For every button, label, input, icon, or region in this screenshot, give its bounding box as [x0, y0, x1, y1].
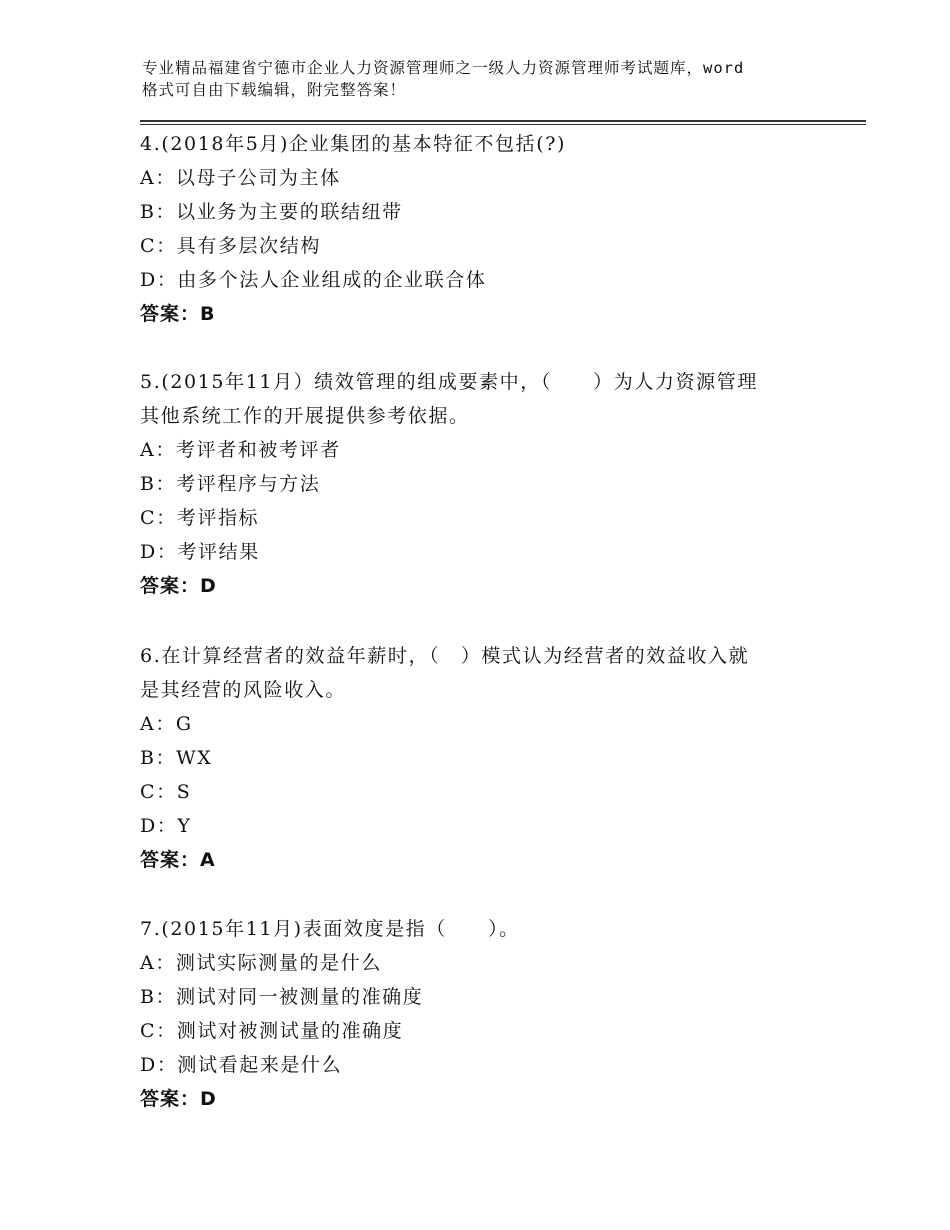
question-7 [140, 912, 840, 1116]
answer-label: 答案：A [140, 849, 216, 871]
option-d: D：Y [140, 815, 192, 837]
header-rule-thick [140, 120, 866, 122]
answer-label: 答案：D [140, 575, 217, 597]
question-stem-line-2: 其他系统工作的开展提供参考依据。 [140, 405, 470, 427]
question-6 [140, 639, 840, 877]
question-4 [140, 127, 840, 331]
answer-label: 答案：D [140, 1088, 217, 1110]
option-b: B：考评程序与方法 [140, 473, 321, 495]
question-stem-line-2: 是其经营的风险收入。 [140, 679, 347, 701]
option-c: C：具有多层次结构 [140, 235, 321, 257]
option-c: C：测试对被测试量的准确度 [140, 1020, 404, 1042]
question-5 [140, 365, 840, 603]
question-stem: 7.(2015年11月)表面效度是指（ ）。 [140, 918, 520, 940]
question-stem-line-1: 6.在计算经营者的效益年薪时，（ ）模式认为经营者的效益收入就 [140, 645, 750, 667]
option-c: C：考评指标 [140, 507, 260, 529]
answer-label: 答案：B [140, 303, 216, 325]
option-c: C：S [140, 781, 192, 803]
option-b: B：WX [140, 747, 213, 769]
option-b: B：以业务为主要的联结纽带 [140, 201, 403, 223]
question-stem-line-1: 5.(2015年11月）绩效管理的组成要素中，（ ）为人力资源管理 [140, 371, 758, 393]
option-b: B：测试对同一被测量的准确度 [140, 986, 424, 1008]
option-a: A：考评者和被考评者 [140, 439, 341, 461]
option-d: D：测试看起来是什么 [140, 1054, 343, 1076]
header-line-1: 专业精品福建省宁德市企业人力资源管理师之一级人力资源管理师考试题库，word [142, 59, 745, 77]
option-d: D：考评结果 [140, 541, 260, 563]
option-d: D：由多个法人企业组成的企业联合体 [140, 269, 487, 291]
question-stem: 4.(2018年5月)企业集团的基本特征不包括(?) [140, 133, 567, 155]
option-a: A：测试实际测量的是什么 [140, 952, 382, 974]
option-a: A：以母子公司为主体 [140, 167, 341, 189]
header-line-2: 格式可自由下载编辑，附完整答案！ [142, 81, 407, 99]
option-a: A：G [140, 713, 193, 735]
header-rule-thin [140, 124, 866, 125]
document-header [142, 57, 832, 101]
